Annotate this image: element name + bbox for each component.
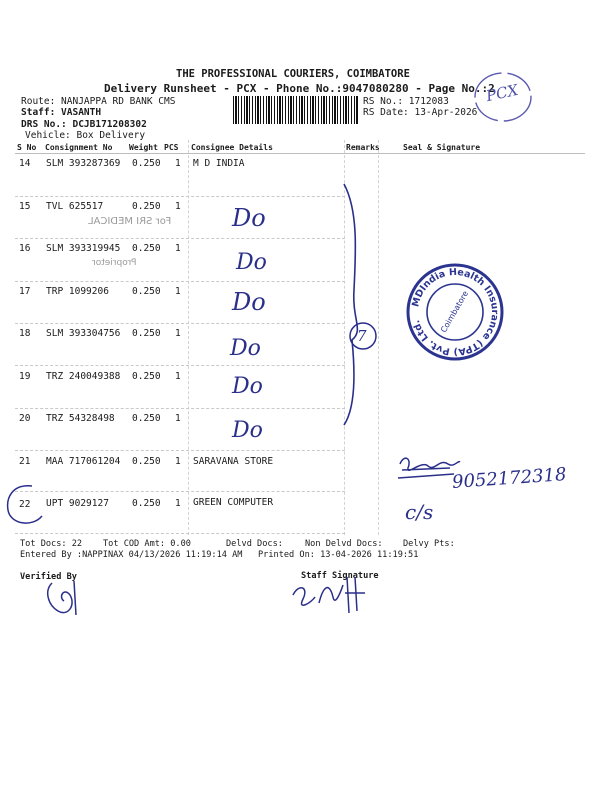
row-weight: 0.250	[132, 286, 161, 297]
row-pcs: 1	[175, 413, 181, 424]
row-pcs: 1	[175, 498, 181, 509]
bracket-mark-icon	[330, 180, 390, 430]
ditto-mark: Do	[236, 250, 267, 275]
row-divider	[15, 238, 345, 239]
row-weight: 0.250	[132, 243, 161, 254]
row-sno: 19	[19, 371, 31, 382]
seal-center-text: Coimbatore	[439, 289, 471, 335]
ditto-mark: Do	[232, 288, 266, 316]
bleed-through-text: For SRI MEDICAL	[88, 216, 172, 227]
ditto-mark: Do	[232, 374, 263, 399]
column-divider	[188, 140, 189, 535]
rs-number: RS No.: 1712083	[363, 96, 449, 107]
row-pcs: 1	[175, 371, 181, 382]
row-sno: 17	[19, 286, 31, 297]
verifier-signature-icon	[40, 575, 90, 620]
col-sno: S No	[17, 143, 37, 152]
row-pcs: 1	[175, 201, 181, 212]
row-divider	[15, 365, 345, 366]
row-consignment: SLM 393287369	[46, 158, 121, 169]
row-sno: 14	[19, 158, 31, 169]
col-consignee: Consignee Details	[191, 143, 273, 152]
col-remarks: Remarks	[346, 143, 380, 152]
circled-number: 7	[357, 327, 367, 345]
row-sno: 16	[19, 243, 31, 254]
seal-outer-text: MDIndia Health Insurance (TPA) Pvt. Ltd.	[410, 266, 501, 358]
tot-cod: Tot COD Amt: 0.00	[103, 539, 191, 549]
vehicle-label: Vehicle: Box Delivery	[25, 130, 146, 141]
ditto-mark: Do	[232, 418, 263, 443]
row-consignment: UPT 9029127	[46, 498, 109, 509]
route-label: Route: NANJAPPA RD BANK CMS	[21, 96, 176, 107]
row-consignment: SLM 393304756	[46, 328, 121, 339]
cs-note: c/s	[405, 500, 434, 524]
row-weight: 0.250	[132, 498, 161, 509]
row-consignment: TRZ 54328498	[46, 413, 115, 424]
staff-signature-label: Staff Signature	[301, 571, 379, 581]
row-weight: 0.250	[132, 413, 161, 424]
receiver-phone: 9052172318	[451, 464, 568, 493]
company-seal-icon	[405, 262, 505, 362]
rs-date: RS Date: 13-Apr-2026	[363, 107, 478, 118]
row-divider	[15, 491, 345, 492]
row-consignment: TVL 625517	[46, 201, 104, 212]
row-sno: 18	[19, 328, 31, 339]
row-consignment: SLM 393319945	[46, 243, 121, 254]
entered-by: Entered By :NAPPINAX 04/13/2026 11:19:14 AM	[20, 550, 243, 560]
row-pcs: 1	[175, 158, 181, 169]
row-consignment: TRP 1099206	[46, 286, 109, 297]
ditto-mark: Do	[230, 336, 261, 361]
header-divider	[15, 153, 585, 154]
staff-label: Staff: VASANTH	[21, 107, 102, 118]
row-consignee: GREEN COMPUTER	[193, 497, 274, 508]
row-sno: 21	[19, 456, 31, 467]
row-pcs: 1	[175, 243, 181, 254]
row-weight: 0.250	[132, 158, 161, 169]
drs-number: DRS No.: DCJB171208302	[21, 119, 147, 130]
delvy-pts: Delvy Pts:	[403, 539, 455, 549]
row-pcs: 1	[175, 328, 181, 339]
row-divider	[15, 450, 345, 451]
row-consignee: SARAVANA STORE	[193, 456, 274, 467]
printed-on: Printed On: 13-04-2026 11:19:51	[258, 550, 419, 560]
col-seal: Seal & Signature	[403, 143, 481, 152]
row-sno: 20	[19, 413, 31, 424]
pcx-stamp-text: PCX	[484, 80, 520, 106]
barcode	[233, 96, 358, 124]
staff-signature-icon	[285, 567, 380, 622]
row-consignee: M D INDIA	[193, 158, 245, 169]
col-pcs: PCS	[164, 143, 179, 152]
row-sno: 15	[19, 201, 31, 212]
row-consignment: TRZ 240049388	[46, 371, 121, 382]
row-divider	[15, 196, 345, 197]
col-consignment: Consignment No	[45, 143, 113, 152]
row-divider	[15, 408, 345, 409]
verified-by-label: Verified By	[20, 572, 77, 582]
row-weight: 0.250	[132, 371, 161, 382]
row-divider	[15, 323, 345, 324]
non-delvd-docs: Non Delvd Docs:	[305, 539, 383, 549]
row-pcs: 1	[175, 286, 181, 297]
row-weight: 0.250	[132, 328, 161, 339]
row-pcs: 1	[175, 456, 181, 467]
row-divider	[15, 281, 345, 282]
row-weight: 0.250	[132, 201, 161, 212]
ditto-mark: Do	[232, 204, 266, 232]
tot-docs: Tot Docs: 22	[20, 539, 83, 549]
delvd-docs: Delvd Docs:	[226, 539, 283, 549]
runsheet-title: Delivery Runsheet - PCX - Phone No.:9047080280 - Page No.:2	[104, 82, 495, 95]
row-consignment: MAA 717061204	[46, 456, 121, 467]
row-weight: 0.250	[132, 456, 161, 467]
circle-mark-icon	[2, 480, 47, 530]
col-weight: Weight	[129, 143, 158, 152]
row-divider	[15, 533, 345, 534]
row-sno: 22	[19, 499, 31, 510]
bleed-through-text: Proprietor	[92, 258, 137, 268]
company-name: THE PROFESSIONAL COURIERS, COIMBATORE	[176, 68, 410, 80]
